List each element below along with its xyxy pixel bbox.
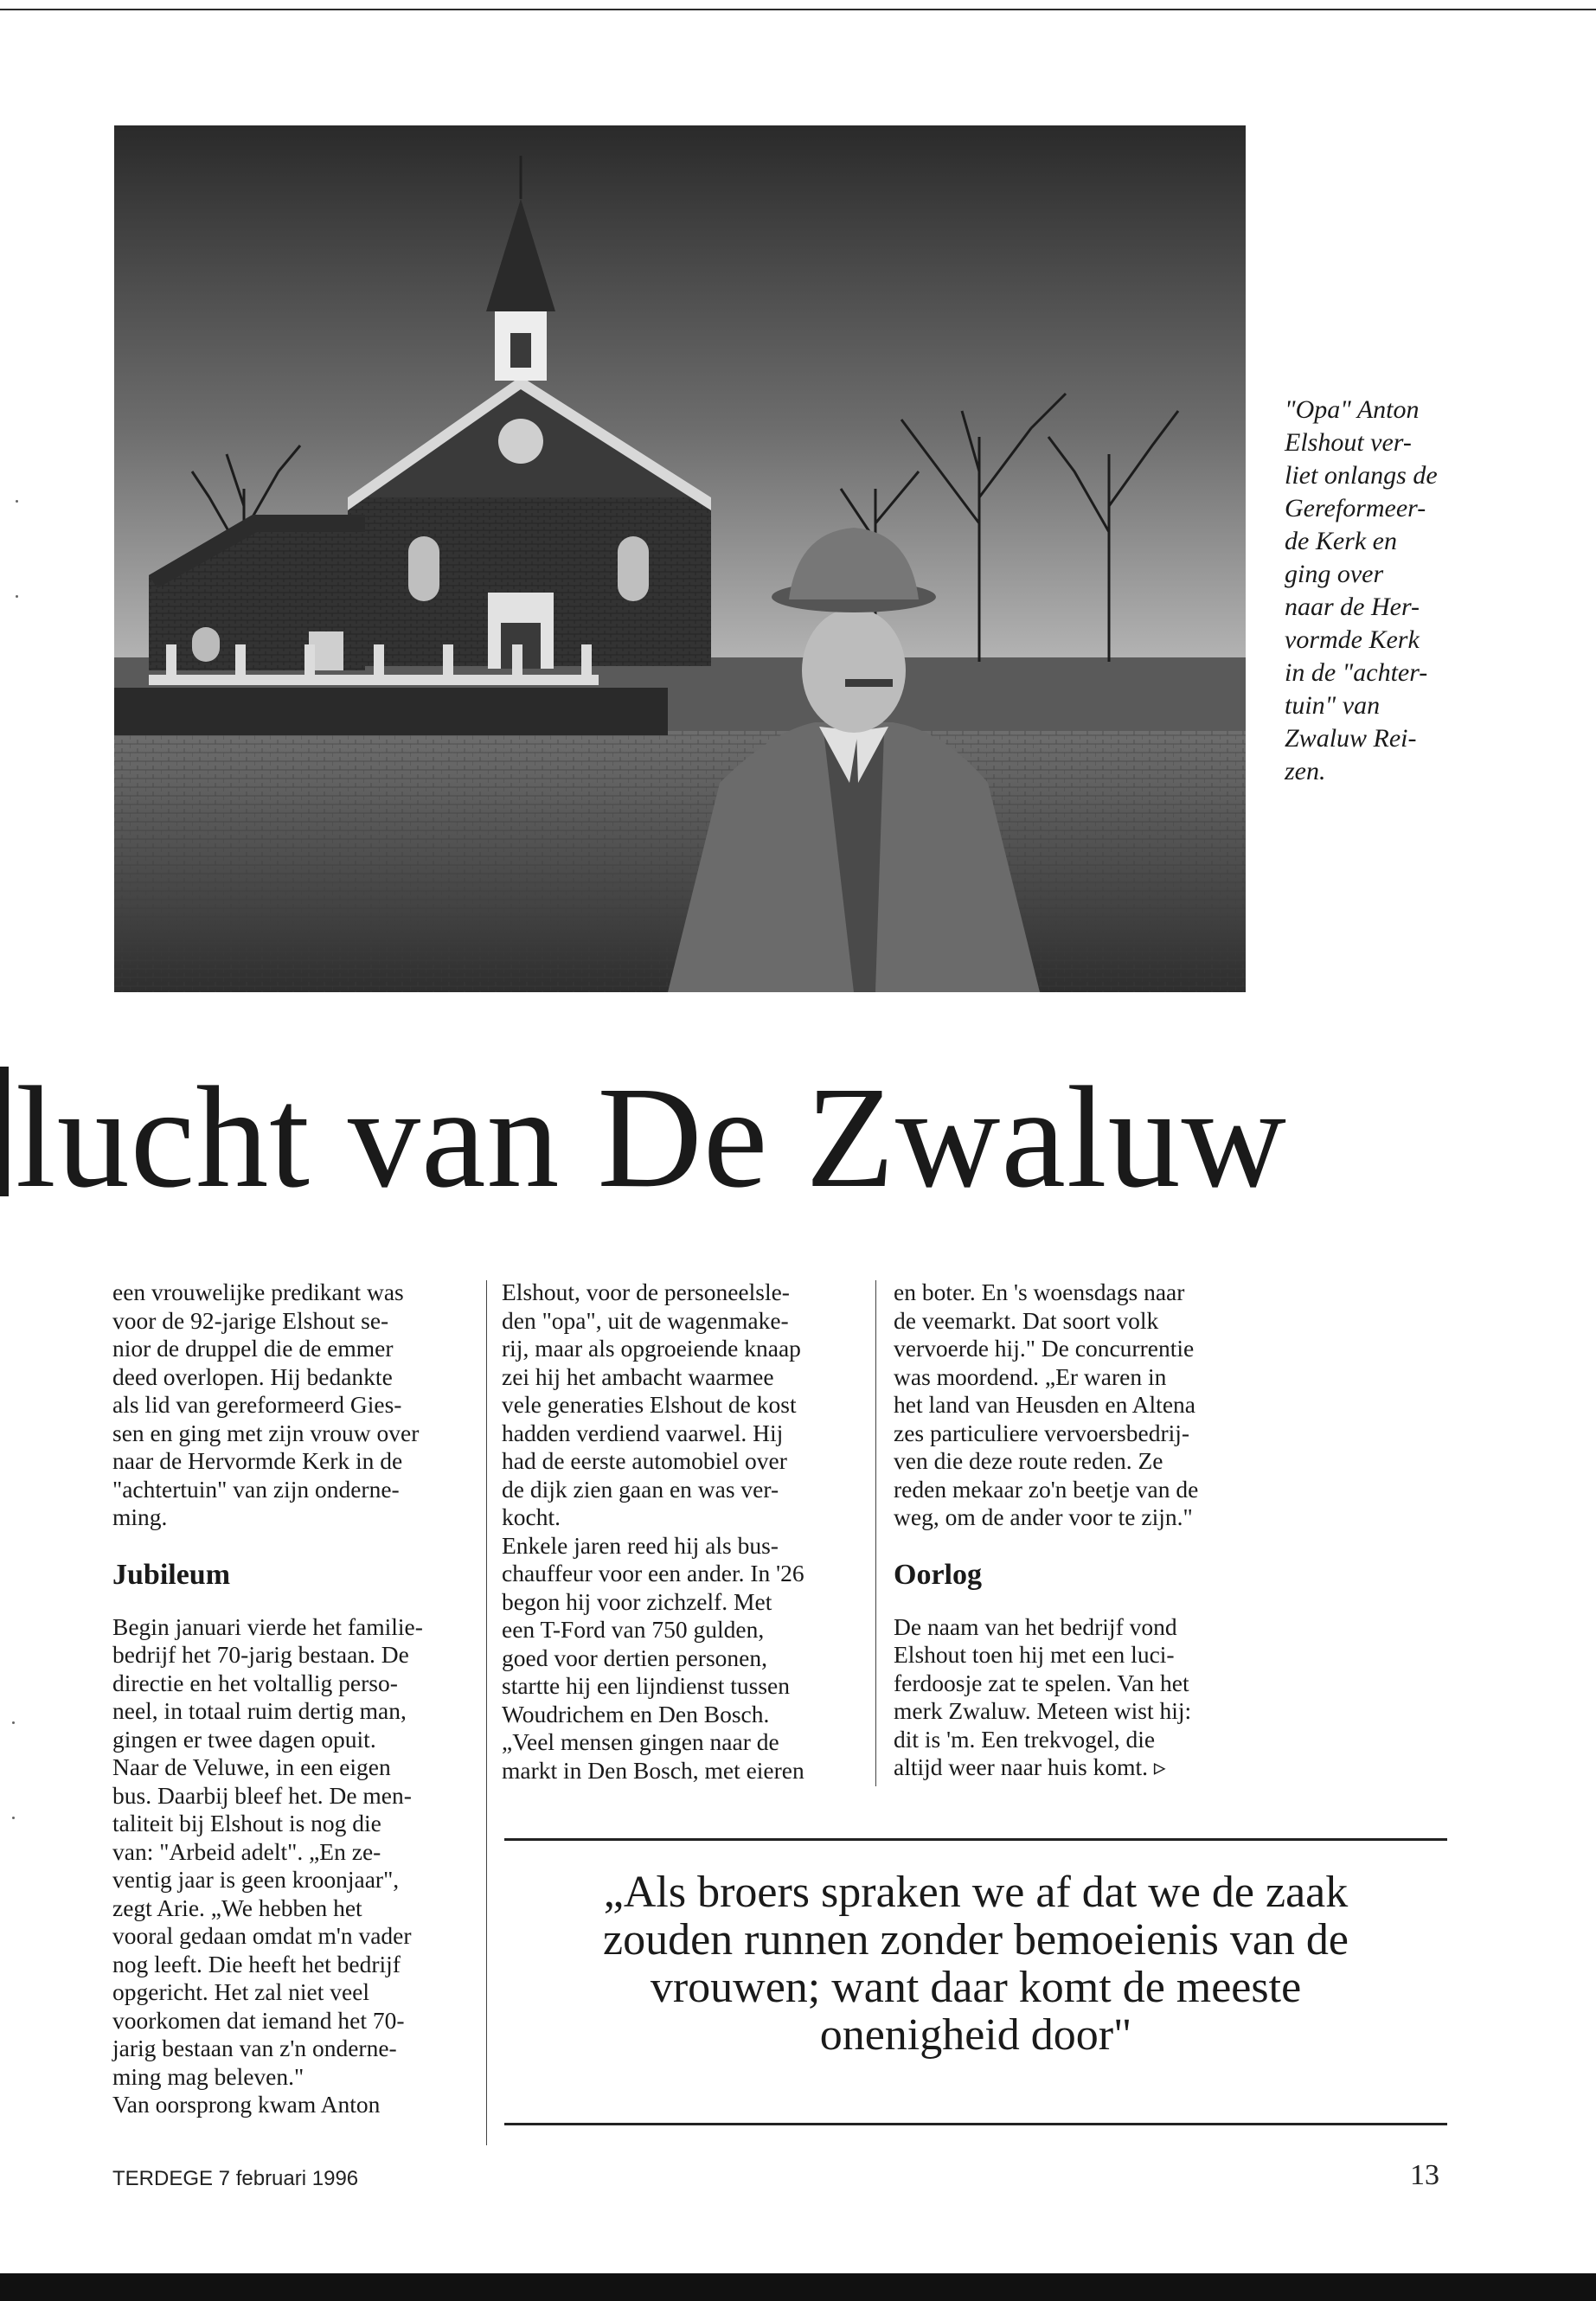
article-column-1 [112,1279,467,2119]
margin-speck [12,1817,15,1819]
body-line: zei hij het ambacht waarmee [502,1362,774,1390]
body-line: vooral gedaan omdat m'n vader [112,1922,412,1949]
body-line: hadden verdiend vaarwel. Hij [502,1419,784,1446]
pull-quote-line: zouden runnen zonder bemoeienis van de [602,1915,1349,1965]
church-photo [114,125,1246,992]
body-line: ming. [112,1503,168,1530]
body-line: vervoerde hij." De concurrentie [894,1335,1195,1362]
margin-speck [16,595,18,598]
body-line: gingen er twee dagen opuit. [112,1725,376,1753]
caption-line: Elshout ver- [1285,428,1412,457]
pull-quote-line: vrouwen; want daar komt de meeste [650,1963,1302,2012]
body-line: rij, maar als opgroeiende knaap [502,1335,801,1362]
body-line: ven die deze route reden. Ze [894,1447,1163,1474]
caption-line: "Opa" Anton [1285,395,1420,424]
column-divider [486,1280,487,2145]
body-line: De naam van het bedrijf vond [894,1612,1177,1640]
body-line: vele generaties Elshout de kost [502,1391,797,1418]
body-line: directie en het voltallig perso- [112,1669,398,1696]
body-line: Elshout toen hij met een luci- [894,1641,1175,1668]
body-line: nog leeft. Die heeft het bedrijf [112,1950,401,1977]
body-line: goed voor dertien personen, [502,1644,767,1671]
body-line: altijd weer naar huis komt. ▹ [894,1753,1166,1780]
article-column-3 [894,1279,1248,1782]
body-line: had de eerste automobiel over [502,1447,787,1474]
caption-line: ging over [1285,560,1384,588]
body-line: "achtertuin" van zijn onderne- [112,1475,400,1503]
article-column-2 [502,1279,865,1785]
body-line: de veemarkt. Dat soort volk [894,1306,1159,1334]
column-divider [875,1280,876,1786]
body-line: opgericht. Het zal niet veel [112,1978,370,2005]
body-line: Van oorsprong kwam Anton [112,2091,381,2118]
body-line: het land van Heusden en Altena [894,1391,1195,1418]
body-line: zes particuliere vervoersbedrij- [894,1419,1190,1446]
pull-quote-rule-top [504,1838,1447,1841]
headline-text: lucht van De Zwaluw [16,1057,1287,1218]
body-line: ferdoosje zat te spelen. Van het [894,1669,1189,1696]
body-line: Enkele jaren reed hij als bus- [502,1531,779,1559]
body-line: voorkomen dat iemand het 70- [112,2006,405,2034]
body-line: taliteit bij Elshout is nog die [112,1810,381,1836]
body-line: Begin januari vierde het familie- [112,1612,423,1640]
body-line: neel, in totaal ruim dertig man, [112,1697,407,1724]
caption-line: tuin" van [1285,691,1381,720]
body-line: van: "Arbeid adelt". „En ze- [112,1837,381,1865]
caption-line: Gereformeer- [1285,494,1426,522]
body-line: dit is 'm. Een trekvogel, die [894,1725,1156,1753]
subheading-jubileum: Jubileum [112,1558,231,1591]
body-line: den "opa", uit de wagenmake- [502,1306,789,1334]
pull-quote-line: onenigheid door" [819,2010,1132,2060]
body-line: begon hij voor zichzelf. Met [502,1587,772,1615]
caption-line: de Kerk en [1285,527,1397,555]
margin-speck [12,1721,15,1724]
pull-quote [504,1868,1447,2059]
body-line: weg, om de ander voor te zijn." [894,1503,1193,1530]
body-line: „Veel mensen gingen naar de [502,1728,779,1755]
body-line: sen en ging met zijn vrouw over [112,1419,420,1446]
caption-line: vormde Kerk [1285,625,1420,654]
body-line: was moordend. „Er waren in [894,1362,1167,1390]
pull-quote-line: „Als broers spraken we af dat we de zaak [603,1868,1349,1917]
body-line: bedrijf het 70-jarig bestaan. De [112,1641,409,1668]
body-line: startte hij een lijndienst tussen [502,1672,790,1699]
body-line: bus. Daarbij bleef het. De men- [112,1781,412,1809]
body-line: chauffeur voor een ander. In '26 [502,1560,804,1586]
body-line: een vrouwelijke predikant was [112,1279,404,1305]
bottom-edge-band [0,2273,1596,2301]
body-line: als lid van gereformeerd Gies- [112,1391,402,1418]
body-line: jarig bestaan van z'n onderne- [112,2035,397,2061]
body-line: en boter. En 's woensdags naar [894,1279,1185,1305]
body-line: ventig jaar is geen kroonjaar", [112,1866,400,1893]
caption-line: naar de Her- [1285,593,1420,621]
body-line: Naar de Veluwe, in een eigen [112,1753,391,1780]
page-number: 13 [1410,2159,1439,2191]
caption-line: Zwaluw Rei- [1285,724,1417,753]
headline [0,1055,1287,1220]
body-line: naar de Hervormde Kerk in de [112,1447,403,1474]
photo-caption [1285,394,1458,788]
body-line: merk Zwaluw. Meteen wist hij: [894,1697,1192,1724]
body-line: Woudrichem en Den Bosch. [502,1700,770,1727]
publication-footer: TERDEGE 7 februari 1996 [112,2167,359,2190]
body-line: een T-Ford van 750 gulden, [502,1616,765,1643]
subheading-oorlog: Oorlog [894,1558,982,1591]
headline-cut-letter [0,1067,9,1196]
body-line: deed overlopen. Hij bedankte [112,1362,393,1390]
body-line: markt in Den Bosch, met eieren [502,1756,804,1784]
body-line: nior de druppel die de emmer [112,1335,394,1362]
pull-quote-rule-bottom [504,2123,1447,2125]
body-line: voor de 92-jarige Elshout se- [112,1306,389,1334]
body-line: ming mag beleven." [112,2062,304,2090]
body-line: Elshout, voor de personeelsle- [502,1279,790,1305]
body-line: de dijk zien gaan en was ver- [502,1475,779,1503]
body-line: kocht. [502,1503,561,1530]
body-line: zegt Arie. „We hebben het [112,1894,362,1921]
body-line: reden mekaar zo'n beetje van de [894,1475,1199,1503]
caption-line: liet onlangs de [1285,461,1438,490]
top-rule [0,9,1596,10]
caption-line: in de "achter- [1285,658,1428,687]
margin-speck [16,500,18,503]
caption-line: zen. [1285,757,1326,785]
